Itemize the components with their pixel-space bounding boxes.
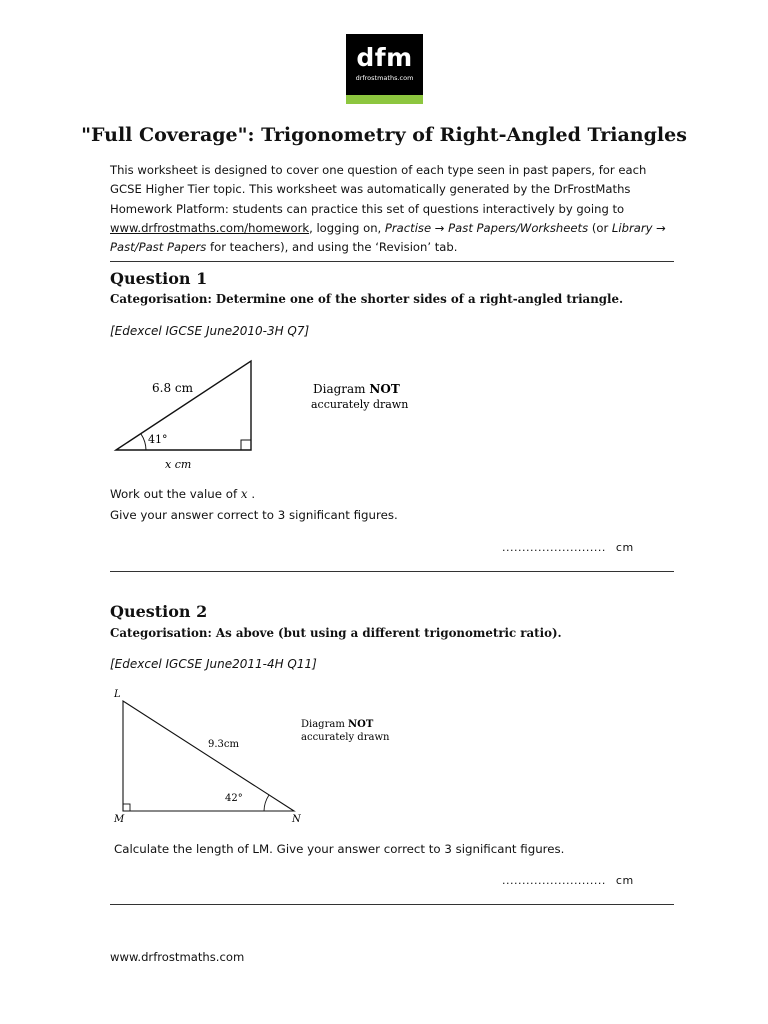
label-hypotenuse: 6.8 cm [152, 381, 193, 395]
angle-arc [264, 795, 269, 811]
nav-path-library: Library → Past/Past Papers [110, 220, 666, 255]
triangle-2 [123, 701, 294, 811]
vertex-M: M [114, 814, 125, 825]
question-2-answer-line[interactable]: .......................... cm [502, 874, 634, 887]
intro-text-2: , logging on, [309, 220, 385, 235]
nav-path-practise: Practise → Past Papers/Worksheets [384, 220, 589, 235]
homework-link[interactable]: www.drfrostmaths.com/homework [110, 220, 310, 235]
question-2-diagram [108, 685, 408, 827]
diagram-note-2: accurately drawn [301, 732, 390, 743]
right-angle-marker [123, 804, 130, 811]
question-1-heading: Question 1 [110, 269, 208, 288]
question-1-category: Categorisation: Determine one of the shorter sides of a right-angled triangle. [110, 292, 624, 306]
triangle-1 [116, 361, 251, 450]
question-2-category: Categorisation: As above (but using a different trigonometric ratio). [110, 626, 562, 640]
diagram-note: Diagram NOT [313, 382, 400, 396]
intro-text-3: (or [588, 220, 612, 235]
question-1-text [110, 484, 398, 526]
footer-url[interactable]: www.drfrostmaths.com [110, 950, 245, 964]
question-1-line-2: Give your answer correct to 3 significant figures. [110, 508, 398, 522]
intro-text-4: for teachers), and using the ‘Revision’ tab. [206, 240, 458, 255]
label-base: x cm [165, 458, 192, 471]
intro-text-1: This worksheet is designed to cover one question of each type seen in past papers, for each GCSE Higher Tier topic. This worksheet was automatically generated by the DrFrostMaths Homework Platform: students can practice this set of questions interactively by going to [110, 163, 647, 216]
angle-arc [141, 434, 146, 450]
logo-accent-bar [346, 95, 423, 104]
page-title: "Full Coverage": Trigonometry of Right-Angled Triangles [81, 124, 687, 146]
diagram-note-2: accurately drawn [311, 398, 409, 411]
question-2-text: Calculate the length of LM. Give your answer correct to 3 significant figures. [114, 842, 565, 856]
question-1-line-1: Work out the value of x . [110, 487, 256, 501]
question-2-heading: Question 2 [110, 602, 208, 621]
logo-text: dfm [356, 43, 413, 72]
question-2-source: [Edexcel IGCSE June2011-4H Q11] [110, 657, 317, 671]
dfm-logo [346, 34, 423, 104]
vertex-L: L [114, 689, 121, 700]
intro-paragraph [110, 161, 670, 257]
divider [110, 571, 674, 572]
divider [110, 904, 674, 905]
label-angle: 41° [148, 433, 168, 446]
question-1-source: [Edexcel IGCSE June2010-3H Q7] [110, 324, 310, 338]
label-angle: 42° [225, 793, 243, 804]
logo-site: drfrostmaths.com [355, 74, 414, 82]
divider [110, 261, 674, 262]
question-1-answer-line[interactable]: .......................... cm [502, 541, 634, 554]
question-1-diagram [108, 355, 428, 475]
vertex-N: N [292, 814, 301, 825]
right-angle-marker [241, 440, 251, 450]
diagram-note: Diagram NOT [301, 719, 374, 730]
label-hypotenuse: 9.3cm [208, 739, 239, 750]
